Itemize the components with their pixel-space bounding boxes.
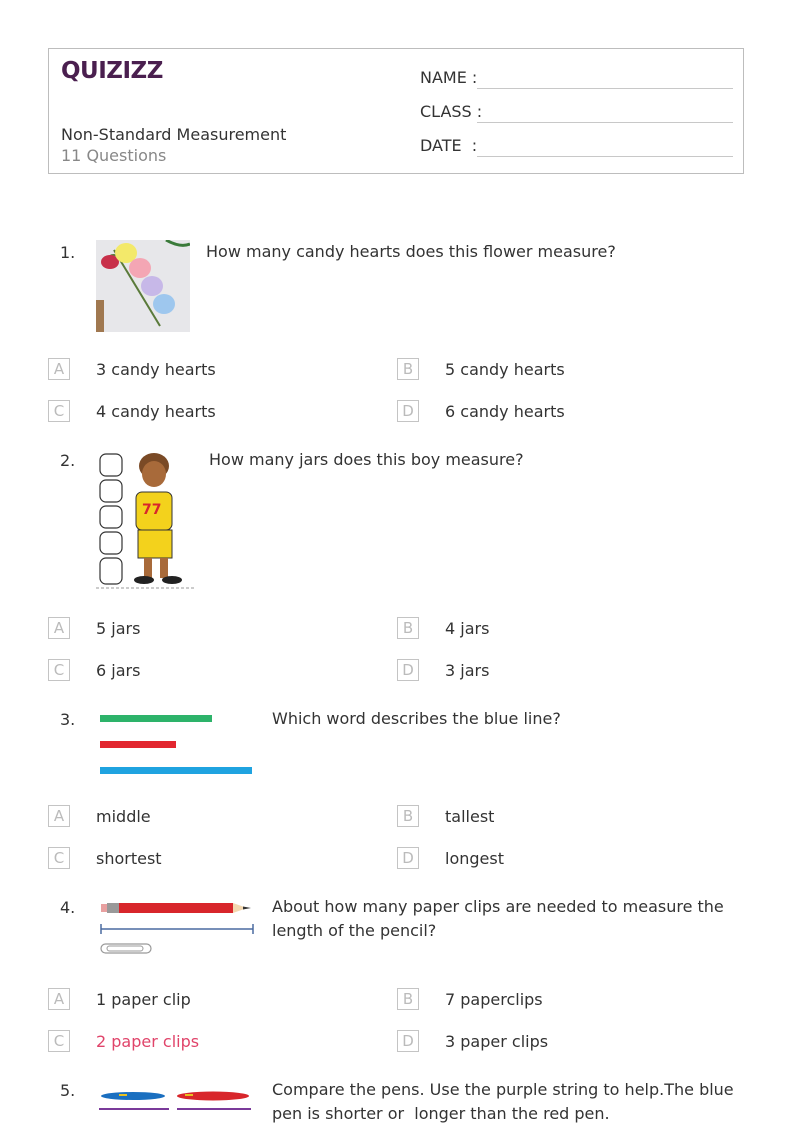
blue-line: [100, 767, 252, 774]
option-d-box[interactable]: D: [397, 659, 419, 681]
option-b-text[interactable]: tallest: [445, 807, 495, 826]
question-text: Which word describes the blue line?: [272, 709, 561, 728]
svg-text:77: 77: [142, 502, 162, 518]
green-line: [100, 715, 212, 722]
option-a-text[interactable]: middle: [96, 807, 151, 826]
candy-hearts-image: [96, 240, 190, 332]
option-a-text[interactable]: 5 jars: [96, 619, 141, 638]
option-a-box[interactable]: A: [48, 988, 70, 1010]
option-c-box[interactable]: C: [48, 659, 70, 681]
option-c-text[interactable]: 6 jars: [96, 661, 141, 680]
name-label: NAME :: [420, 68, 478, 87]
option-d-text[interactable]: 3 paper clips: [445, 1032, 549, 1051]
option-d-text[interactable]: 3 jars: [445, 661, 490, 680]
question-text: How many candy hearts does this flower measure?: [206, 242, 616, 261]
question-number: 2.: [60, 451, 76, 470]
question-text: How many jars does this boy measure?: [209, 450, 524, 469]
option-a-box[interactable]: A: [48, 805, 70, 827]
option-b-text[interactable]: 5 candy hearts: [445, 360, 565, 379]
option-c-box[interactable]: C: [48, 400, 70, 422]
option-a-text[interactable]: 1 paper clip: [96, 990, 191, 1009]
option-a-text[interactable]: 3 candy hearts: [96, 360, 216, 379]
red-line: [100, 741, 176, 748]
option-d-box[interactable]: D: [397, 1030, 419, 1052]
option-b-box[interactable]: B: [397, 617, 419, 639]
class-label: CLASS :: [420, 102, 483, 121]
date-label: DATE :: [420, 136, 478, 155]
option-b-box[interactable]: B: [397, 988, 419, 1010]
pencil-paperclip-image: [99, 898, 255, 958]
boy-jars-image: [96, 448, 194, 590]
option-c-text[interactable]: shortest: [96, 849, 162, 868]
option-a-box[interactable]: A: [48, 617, 70, 639]
question-count: 11 Questions: [61, 146, 167, 165]
option-c-text[interactable]: 4 candy hearts: [96, 402, 216, 421]
question-text: About how many paper clips are needed to measure the length of the pencil?: [272, 897, 724, 940]
date-field[interactable]: [477, 156, 733, 157]
question-number: 3.: [60, 710, 76, 729]
option-a-box[interactable]: A: [48, 358, 70, 380]
class-field[interactable]: [477, 122, 733, 123]
option-d-text[interactable]: 6 candy hearts: [445, 402, 565, 421]
option-c-box[interactable]: C: [48, 847, 70, 869]
name-field[interactable]: [477, 88, 733, 89]
question-number: 5.: [60, 1081, 76, 1100]
question-text: Compare the pens. Use the purple string to help.The blue pen is shorter or longer than the red pen.: [272, 1080, 739, 1123]
pens-image: [99, 1090, 255, 1114]
option-c-box[interactable]: C: [48, 1030, 70, 1052]
option-d-text[interactable]: longest: [445, 849, 504, 868]
question-number: 4.: [60, 898, 76, 917]
worksheet-title: Non-Standard Measurement: [61, 125, 287, 144]
question-number: 1.: [60, 243, 76, 262]
option-b-box[interactable]: B: [397, 805, 419, 827]
option-d-box[interactable]: D: [397, 847, 419, 869]
option-c-text[interactable]: 2 paper clips: [96, 1032, 200, 1051]
option-d-box[interactable]: D: [397, 400, 419, 422]
option-b-text[interactable]: 4 jars: [445, 619, 490, 638]
option-b-box[interactable]: B: [397, 358, 419, 380]
option-b-text[interactable]: 7 paperclips: [445, 990, 543, 1009]
quizizz-logo: QUIZIZZ: [61, 58, 163, 84]
